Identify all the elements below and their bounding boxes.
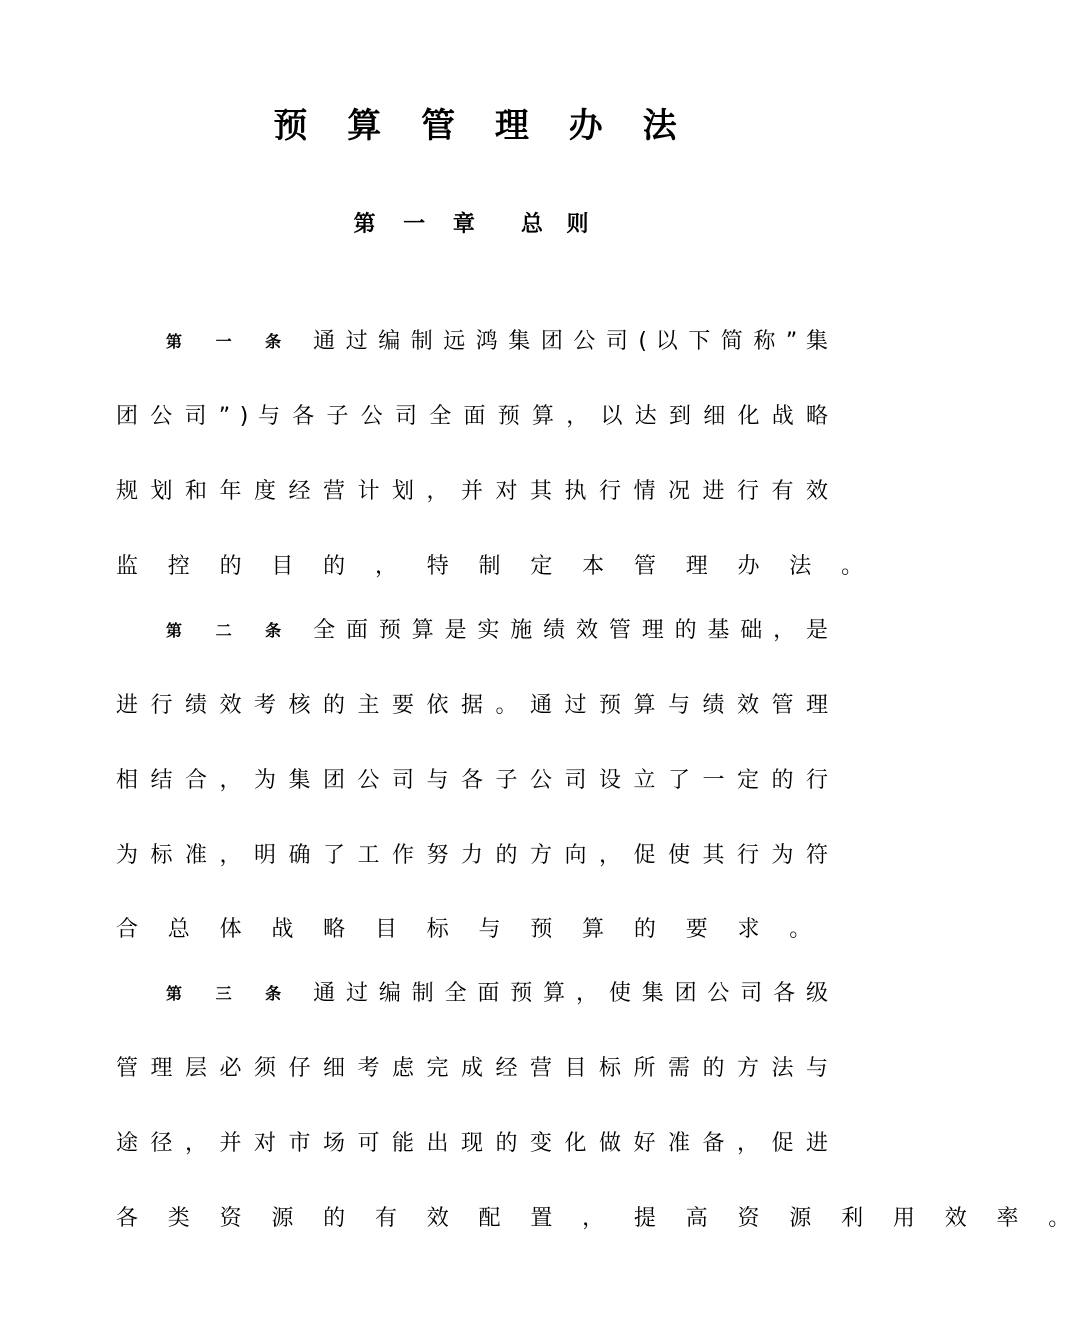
article-2-line-1	[116, 611, 828, 651]
article-1-line-4: 监 控 的 目 的 ， 特 制 定 本 管 理 办 法 。	[116, 554, 875, 579]
chapter-name: 总 则	[520, 212, 597, 237]
article-2-text-1: 全 面 预 算 是 实 施 绩 效 管 理 的 基 础 ， 是	[313, 618, 828, 643]
article-2-label: 第 二 条	[166, 621, 296, 640]
article-2-line-5: 合 总 体 战 略 目 标 与 预 算 的 要 求 。	[116, 917, 823, 942]
article-1-line-2: 团 公 司 ” ) 与 各 子 公 司 全 面 预 算 ， 以 达 到 细 化 战 略	[116, 404, 828, 429]
article-3-line-4: 各 类 资 源 的 有 效 配 置 ， 提 高 资 源 利 用 效 率 。	[116, 1206, 1082, 1231]
article-1-line-1	[116, 322, 828, 362]
article-3-label: 第 三 条	[166, 984, 296, 1003]
article-2-line-3: 相 结 合 ， 为 集 团 公 司 与 各 子 公 司 设 立 了 一 定 的 行	[116, 768, 828, 793]
article-2-line-4: 为 标 准 ， 明 确 了 工 作 努 力 的 方 向 ， 促 使 其 行 为 符	[116, 843, 828, 868]
article-2-line-2: 进 行 绩 效 考 核 的 主 要 依 据 。 通 过 预 算 与 绩 效 管 理	[116, 693, 828, 718]
article-1-text-1: 通 过 编 制 远 鸿 集 团 公 司 ( 以 下 简 称 ” 集	[313, 329, 828, 354]
article-1-line-3: 规 划 和 年 度 经 营 计 划 ， 并 对 其 执 行 情 况 进 行 有 效	[116, 479, 828, 504]
chapter-number: 第 一 章	[353, 212, 485, 237]
article-3-line-2: 管 理 层 必 须 仔 细 考 虑 完 成 经 营 目 标 所 需 的 方 法 与	[116, 1056, 828, 1081]
article-3-text-1: 通 过 编 制 全 面 预 算 ， 使 集 团 公 司 各 级	[313, 981, 828, 1006]
article-3-line-1	[116, 974, 828, 1014]
article-1-label: 第 一 条	[166, 332, 296, 351]
chapter-heading	[0, 208, 950, 242]
article-3-line-3: 途 径 ， 并 对 市 场 可 能 出 现 的 变 化 做 好 准 备 ， 促 进	[116, 1131, 828, 1156]
document-title: 预 算 管 理 办 法	[273, 106, 691, 146]
